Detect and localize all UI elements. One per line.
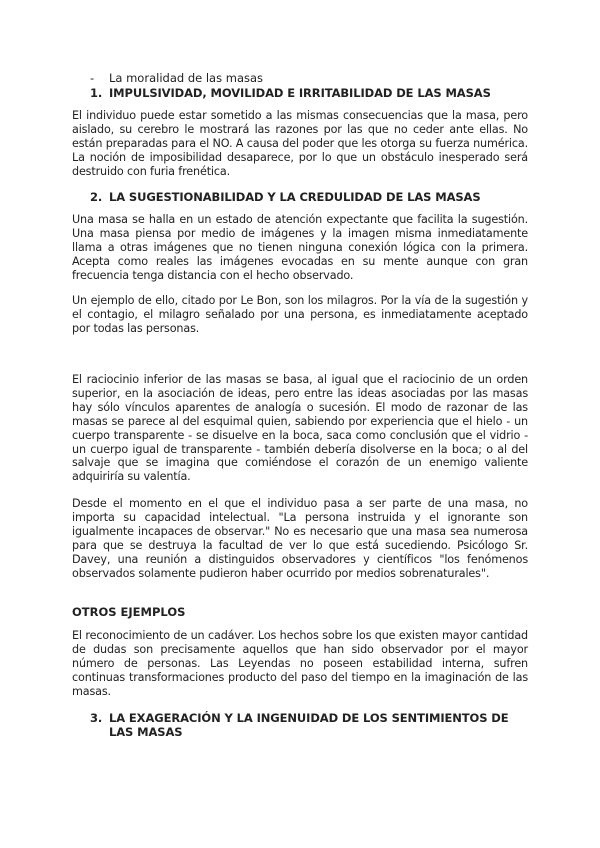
paragraph-raciocinio: El raciocinio inferior de las masas se basa, al igual que el raciocinio de un orden superior, en la asociación de ideas, pero entre las ideas asociadas por las masas hay sólo vínculos aparentes de analogía o sucesión. El modo de razonar de las masas se parece al del esquimal quien, sabiendo por experiencia que el hielo - un cuerpo transparente - se disuelve en la boca, saca como conclusión que el vidrio - un cuerpo igual de transparente - también debería disolverse en la boca; o al del salvaje que se imagina que comiéndose el corazón de un enemigo valiente adquiriría su valentía.: [72, 373, 528, 484]
section-number: 3.: [90, 711, 103, 725]
bullet-marker: -: [90, 71, 95, 85]
bullet-item: [90, 71, 263, 85]
section-title: LA EXAGERACIÓN Y LA INGENUIDAD DE LOS SENTIMIENTOS DE LAS MASAS: [109, 711, 509, 739]
bullet-text: La moralidad de las masas: [109, 71, 264, 85]
paragraph-sugestion: Una masa se halla en un estado de atención expectante que facilita la sugestión. Una masa piensa por medio de imágenes y la imagen misma inmediatamente llama a otras imágenes que no tienen ninguna conexión lógica con la primera. Acepta como reales las imágenes evocadas en su mente aunque con gran frecuencia tenga distancia con el hecho observado.: [72, 213, 528, 282]
section-heading-2: [90, 190, 530, 204]
paragraph-observacion: Desde el momento en el que el individuo pasa a ser parte de una masa, no importa su capacidad intelectual. "La persona instruida y el ignorante son igualmente incapaces de observar." No es necesario que una masa sea numerosa para que se destruya la facultad de ver lo que está sucediendo. Psicólogo Sr. Davey, una reunión a distinguidos observadores y científicos "los fenómenos observados solamente pudieron haber ocurrido por medios sobrenaturales".: [72, 497, 528, 580]
section-title: LA SUGESTIONABILIDAD Y LA CREDULIDAD DE LAS MASAS: [109, 190, 481, 204]
section-number: 1.: [90, 86, 103, 100]
paragraph-cadaver: El reconocimiento de un cadáver. Los hechos sobre los que existen mayor cantidad de dudas son precisamente aquellos que han sido observador por el mayor número de personas. Las Leyendas no poseen estabilidad interna, sufren continuas transformaciones producto del paso del tiempo en la imaginación de las masas.: [72, 629, 528, 698]
paragraph-milagros: Un ejemplo de ello, citado por Le Bon, son los milagros. Por la vía de la sugestión y el contagio, el milagro señalado por una persona, es inmediatamente aceptado por todas las personas.: [72, 294, 528, 335]
section-title: IMPULSIVIDAD, MOVILIDAD E IRRITABILIDAD DE LAS MASAS: [109, 86, 491, 100]
section-heading-3: [90, 711, 530, 739]
subheading-otros-ejemplos: OTROS EJEMPLOS: [72, 605, 186, 619]
section-number: 2.: [90, 190, 103, 204]
section-heading-1: [90, 86, 530, 100]
paragraph-impulsividad: El individuo puede estar sometido a las mismas consecuencias que la masa, pero aislado, su cerebro le mostrará las razones por las que no ceder ante ellas. No están preparadas para el NO. A causa del poder que les otorga su fuerza numérica. La noción de imposibilidad desaparece, por lo que un obstáculo inesperado será destruido con furia frenética.: [72, 109, 528, 178]
